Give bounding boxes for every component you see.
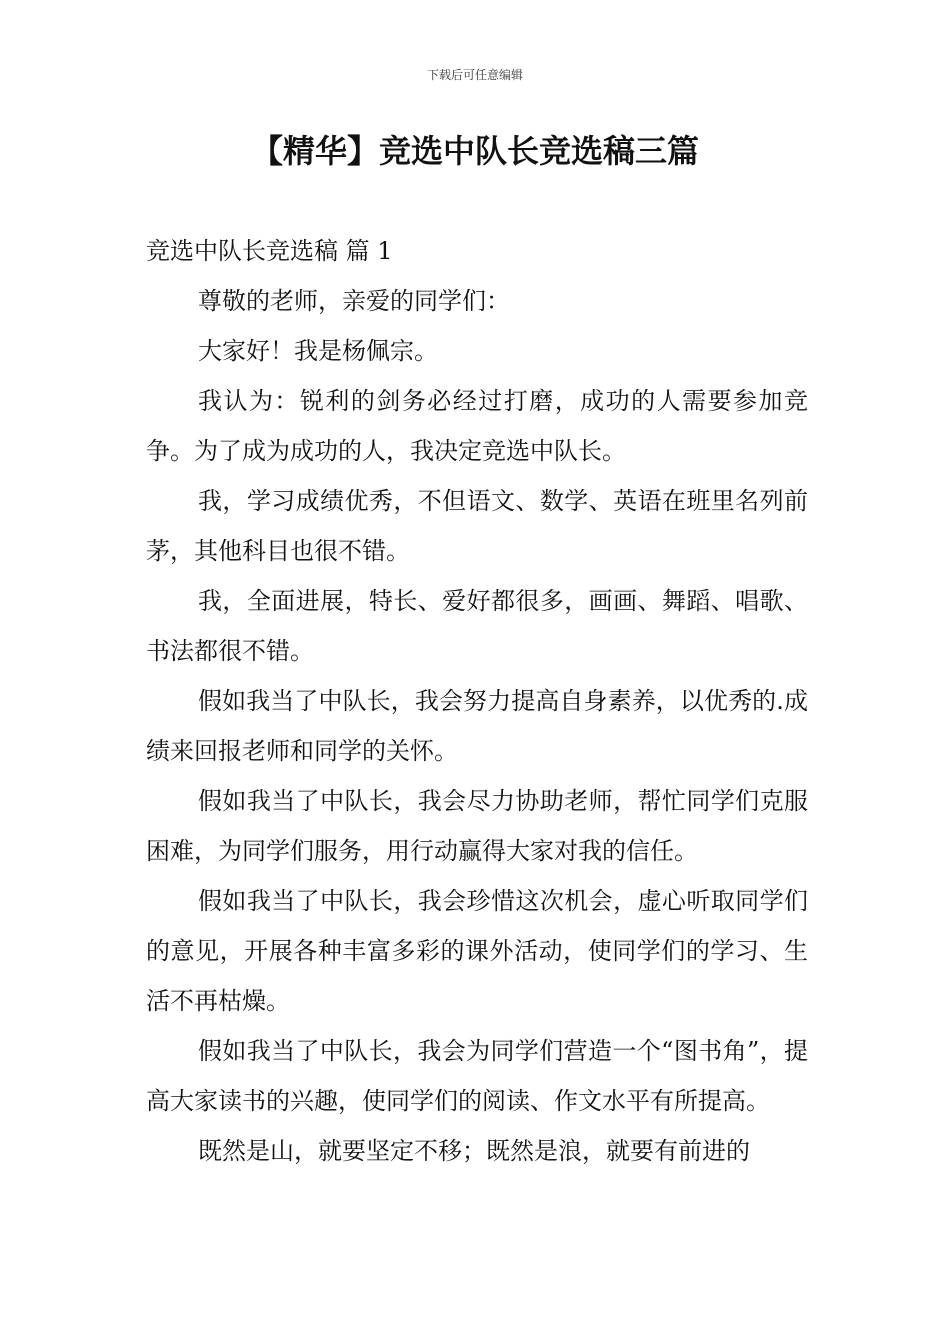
document-body [146, 226, 808, 1176]
header-note: 下载后可任意编辑 [426, 68, 523, 82]
paragraph-salutation: 尊敬的老师，亲爱的同学们： [198, 287, 510, 315]
paragraph: 我，全面进展，特长、爱好都很多，画画、舞蹈、唱歌、书法都很不错。 [146, 587, 808, 665]
paragraph: 假如我当了中队长，我会珍惜这次机会，虚心听取同学们的意见，开展各种丰富多彩的课外活动，使同学们的学习、生活不再枯燥。 [146, 887, 808, 1015]
paragraph: 我，学习成绩优秀，不但语文、数学、英语在班里名列前茅，其他科目也很不错。 [146, 487, 808, 565]
paragraph: 假如我当了中队长，我会为同学们营造一个“图书角”，提高大家读书的兴趣，使同学们的阅读、作文水平有所提高。 [146, 1037, 808, 1115]
section-heading: 竞选中队长竞选稿 篇 1 [146, 237, 393, 265]
paragraph-greeting: 大家好！我是杨佩宗。 [198, 337, 438, 365]
page-title: 【精华】竞选中队长竞选稿三篇 [250, 132, 699, 170]
paragraph: 既然是山，就要坚定不移；既然是浪，就要有前进的 [198, 1137, 750, 1165]
paragraph: 假如我当了中队长，我会尽力协助老师，帮忙同学们克服困难，为同学们服务，用行动赢得大家对我的信任。 [146, 787, 808, 865]
paragraph: 假如我当了中队长，我会努力提高自身素养，以优秀的.成绩来回报老师和同学的关怀。 [146, 687, 808, 765]
paragraph: 我认为：锐利的剑务必经过打磨，成功的人需要参加竞争。为了成为成功的人，我决定竞选中队长。 [146, 387, 808, 465]
